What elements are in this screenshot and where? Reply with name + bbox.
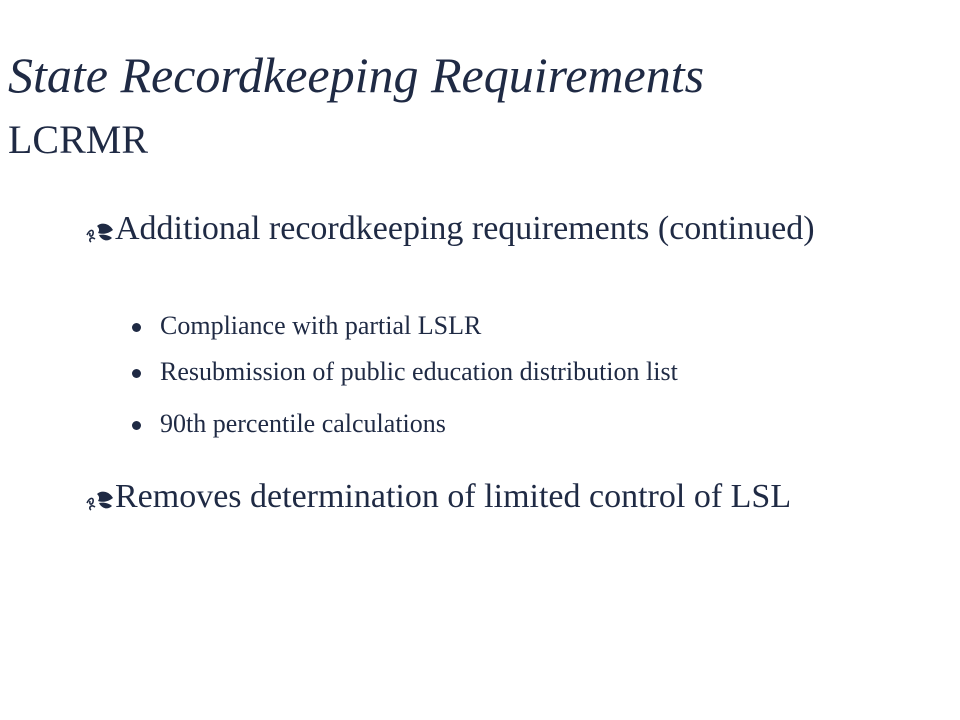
slide-title: State Recordkeeping Requirements bbox=[8, 47, 705, 103]
dot-bullet-icon bbox=[132, 421, 141, 430]
slide-subtitle: LCRMR bbox=[8, 117, 149, 162]
sub-bullet-item bbox=[132, 310, 481, 342]
dot-bullet-icon bbox=[132, 323, 141, 332]
floral-heart-bullet-icon bbox=[85, 216, 115, 244]
bullet-text: Additional recordkeeping requirements (continued) bbox=[115, 210, 815, 247]
sub-bullet-text: Compliance with partial LSLR bbox=[160, 311, 482, 340]
bullet-item bbox=[85, 476, 905, 518]
bullet-item bbox=[85, 208, 905, 250]
bullet-text: Removes determination of limited control of LSL bbox=[115, 478, 792, 515]
sub-bullet-text: 90th percentile calculations bbox=[160, 409, 446, 438]
sub-bullet-item bbox=[132, 356, 678, 388]
dot-bullet-icon bbox=[132, 369, 141, 378]
sub-bullet-text: Resubmission of public education distribution list bbox=[160, 357, 678, 386]
sub-bullet-item bbox=[132, 408, 446, 440]
floral-heart-bullet-icon bbox=[85, 484, 115, 512]
